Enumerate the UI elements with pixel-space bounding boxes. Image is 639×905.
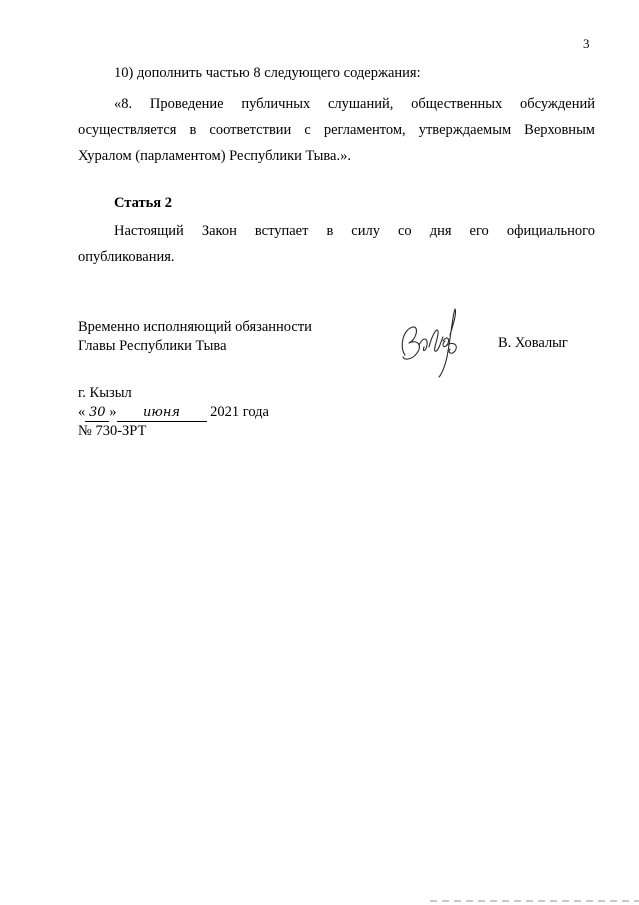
date-day: 30	[85, 405, 109, 422]
article-2-heading: Статья 2	[114, 195, 172, 211]
article-2-body	[78, 218, 595, 270]
item-10-number: 10)	[114, 65, 134, 81]
handwritten-signature	[395, 305, 470, 380]
page-number: 3	[583, 36, 590, 51]
city: г. Кызыл	[78, 385, 132, 401]
quote-line-3: Хуралом (парламентом) Республики Тыва.».	[78, 148, 351, 164]
quote-line-1: «8. Проведение публичных слушаний, общественных обсуждений	[114, 96, 595, 112]
signing-date	[78, 404, 269, 422]
date-close-quote: »	[109, 404, 117, 420]
law-number: № 730-ЗРТ	[78, 423, 147, 439]
quote-line-2: осуществляется в соответствии с регламентом, утверждаемым Верховным	[78, 122, 595, 138]
scan-artifact-dashes	[430, 900, 639, 902]
signer-title-line-2: Главы Республики Тыва	[78, 338, 227, 354]
date-year: 2021 года	[210, 404, 269, 420]
signer-name: В. Ховалыг	[498, 335, 568, 351]
signer-title-line-1: Временно исполняющий обязанности	[78, 319, 312, 335]
item-10-line	[114, 65, 421, 82]
date-month: июня	[117, 405, 207, 422]
article-2-line-1: Настоящий Закон вступает в силу со дня его официального	[114, 223, 595, 239]
quote-paragraph	[78, 91, 595, 169]
article-2-line-2: опубликования.	[78, 249, 175, 265]
item-10-text: дополнить частью 8 следующего содержания:	[136, 65, 421, 81]
date-open-quote: «	[78, 404, 86, 420]
signer-title	[78, 318, 312, 356]
